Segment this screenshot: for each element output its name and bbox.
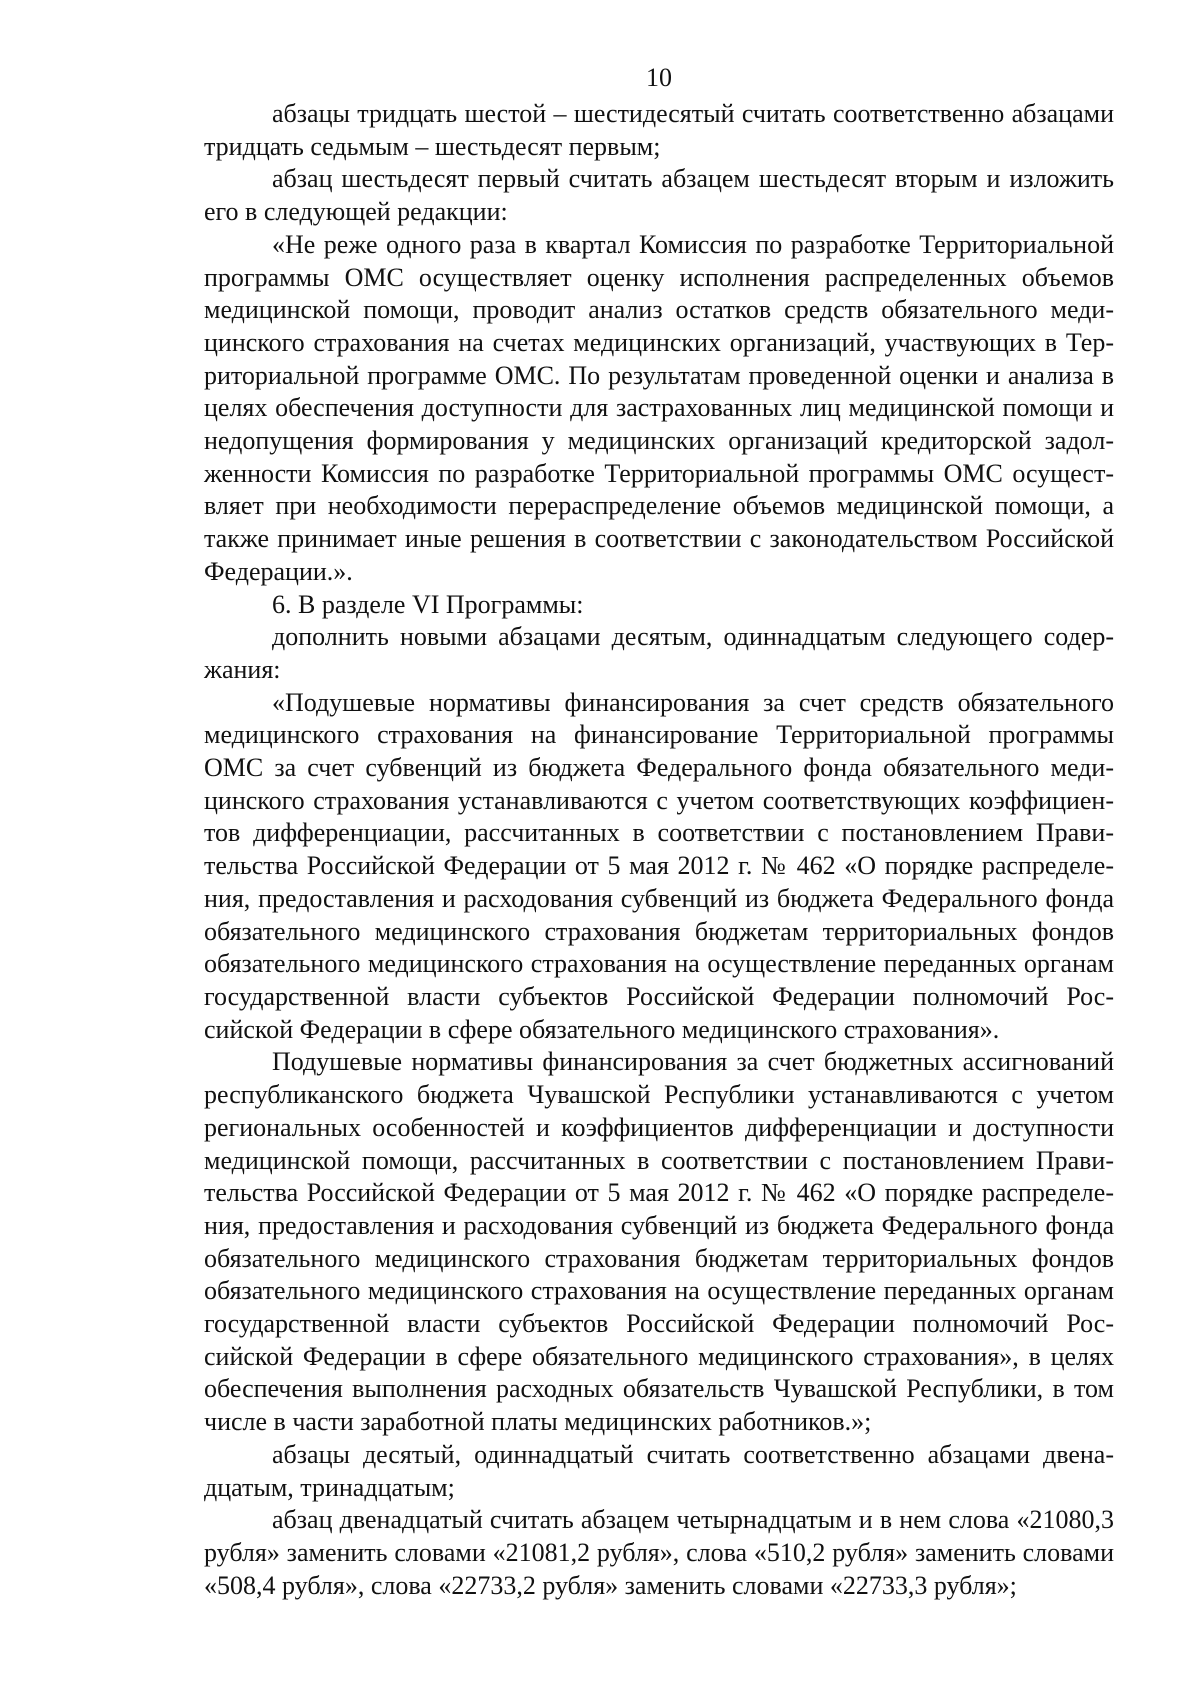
paragraph: абзацы десятый, одиннадцатый считать соответственно абзацами двенадцатым, тринадцатым; (204, 1439, 1114, 1502)
paragraph: «Не реже одного раза в квартал Комиссия по разработке Территориальной программы ОМС осуществляет оценку исполнения распределенных объемов медицинской помощи, проводит анализ остатков средств обязательного медицинского страхования на счетах медицинских организаций, участвующих в Территориальной программе ОМС. По результатам проведенной оценки и анализа в целях обеспечения доступности для застрахованных лиц медицинской помощи и недопущения формирования у медицинских организаций кредиторской задолженности Комиссия по разработке Территориальной программы ОМС осуществляет при необходимости перераспределение объемов медицинской помощи, а также принимает иные решения в соответствии с законодательством Российской Федерации.». (204, 229, 1114, 586)
page-number: 10 (646, 63, 672, 92)
document-page (204, 62, 1114, 1602)
paragraph: дополнить новыми абзацами десятым, одиннадцатым следующего содержания: (204, 622, 1114, 684)
paragraph: абзац шестьдесят первый считать абзацем шестьдесят вторым и изложить его в следующей редакции: (204, 164, 1114, 227)
paragraph: «Подушевые нормативы финансирования за счет средств обязательного медицинского страхования на финансирование Территориальной программы ОМС за счет субвенций из бюджета Федерального фонда обязательного медицинского страхования устанавливаются с учетом соответствующих коэффициентов дифференциации, рассчитанных в соответствии с постановлением Правительства Российской Федерации от 5 мая 2012 г. № 462 «О порядке распределения, предоставления и расходования субвенций из бюджета Федерального фонда обязательного медицинского страхования бюджетам территориальных фондов обязательного медицинского страхования на осуществление переданных органам государственной власти субъектов Российской Федерации полномочий Российской Федерации в сфере обязательного медицинского страхования». (204, 687, 1114, 1044)
paragraph: абзац двенадцатый считать абзацем четырнадцатым и в нем слова «21080,3 рубля» заменить словами «21081,2 рубля», слова «510,2 рубля» заменить словами «508,4 рубля», слова «22733,2 рубля» заменить словами «22733,3 рубля»; (204, 1505, 1114, 1600)
paragraph: 6. В разделе VI Программы: (272, 589, 584, 619)
paragraph: Подушевые нормативы финансирования за счет бюджетных ассигнований республиканского бюджета Чувашской Республики устанавливаются с учетом региональных особенностей и коэффициентов дифференциации и доступности медицинской помощи, рассчитанных в соответствии с постановлением Правительства Российской Федерации от 5 мая 2012 г. № 462 «О порядке распределения, предоставления и расходования субвенций из бюджета Федерального фонда обязательного медицинского страхования бюджетам территориальных фондов обязательного медицинского страхования на осуществление переданных органам государственной власти субъектов Российской Федерации полномочий Российской Федерации в сфере обязательного медицинского страхования», в целях обеспечения выполнения расходных обязательств Чувашской Республики, в том числе в части заработной платы медицинских работников.»; (204, 1047, 1114, 1437)
paragraph: абзацы тридцать шестой – шестидесятый считать соответственно абзацами тридцать седьмым – шестьдесят первым; (204, 99, 1114, 161)
